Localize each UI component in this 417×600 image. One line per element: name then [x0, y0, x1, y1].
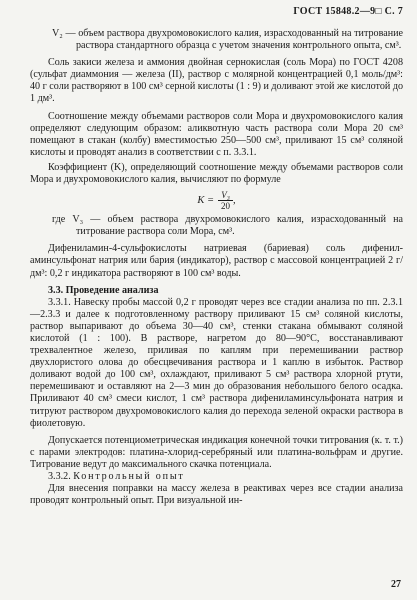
control-test-number: 3.3.2.: [48, 471, 71, 482]
coefficient-paragraph: Коэффициент (K), определяющий соотношение между объемами растворов соли Мора и двухромовокислого калия, вычисляют по формуле: [30, 161, 403, 186]
control-test-paragraph: Для внесения поправки на массу железа в реактивах через все стадии анализа проводят контрольный опыт. При визуальной ин-: [30, 483, 403, 507]
section-heading: 3.3. Проведение анализа: [48, 284, 159, 296]
formula-tail: ,: [233, 194, 236, 206]
page-header-code: ГОСТ 15848.2—9□ С. 7: [293, 6, 403, 17]
page-number: 27: [391, 579, 401, 590]
formula-lhs: K =: [197, 194, 215, 206]
formula-numerator: V₃: [218, 190, 233, 201]
v3-definition: где V₃ — объем раствора двухромовокислого калия, израсходованный на титрование раствора соли Мора, см³.: [52, 214, 403, 238]
formula-fraction: [218, 190, 233, 211]
procedure-paragraph: 3.3.1. Навеску пробы массой 0,2 г проводят через все стадии анализа по пп. 2.3.1—2.3.3 и далее к подготовленному раствору приливают 15 см³ соляной кислоты, раствор выпаривают до объема 30—40 см³, стенки стакана обмывают соляной кислотой (1 : 100). В растворе, нагретом до 80—90°С, восстанавливают трехвалентное железо, приливая по каплям при перемешивании раствор двухлористого олова до обесцвечивания раствора и 1 каплю в избыток. Раствор доливают водой до 100 см³, охлаждают, приливают 5 см³ раствора хлорной ртути, перемешивают и оставляют на 2—3 мин до образования небольшого белого осадка. Приливают 40 см³ смеси кислот, 1 см³ раствора дифениламинсульфоната натрия и титруют раствором двухромовокислого калия до перехода зеленой окраски раствора в фиолетовую.: [30, 296, 403, 429]
mohr-salt-paragraph: Соль закиси железа и аммония двойная сернокислая (соль Мора) по ГОСТ 4208 (сульфат диаммония — железа (II), раствор с молярной концентрацией 0,1 моль/дм³: 40 г соли растворяют в 100 см³ серной кислоты (1 : 9) и доливают этой же кислотой до 1 дм³.: [30, 57, 403, 105]
potentiometric-paragraph: Допускается потенциометрическая индикация конечной точки титрования (к. т. т.) с парами электродов: платина-хлорид-серебряный или платина-вольфрам и другие. Титрование ведут до максимального скачка потенциала.: [30, 434, 403, 470]
control-test-title: Контрольный опыт: [73, 471, 185, 482]
control-test-heading: [30, 471, 403, 483]
ratio-paragraph: Соотношение между объемами растворов соли Мора и двухромовокислого калия определяют следующим образом: аликвотную часть раствора соли Мора 20 см³ помещают в стакан (колбу) вместимостью 250—500 см³, приливают 15 см³ соляной кислоты и проводят анализ в соответствии с п. 3.3.1.: [30, 110, 403, 158]
coefficient-formula: [30, 190, 403, 211]
v2-definition: V₂ — объем раствора двухромовокислого калия, израсходованный на титрование раствора стандартного образца с учетом значения контрольного опыта, см³.: [52, 28, 403, 52]
indicator-paragraph: Дифениламин-4-сульфокислоты натриевая (бариевая) соль дифенил-аминсульфонат натрия или бария (индикатор), раствор с массовой концентрацией 2 г/дм³: 0,2 г индикатора растворяют в 100 см³ воды.: [30, 243, 403, 279]
document-body: [30, 28, 403, 507]
formula-denominator: 20: [221, 201, 231, 212]
